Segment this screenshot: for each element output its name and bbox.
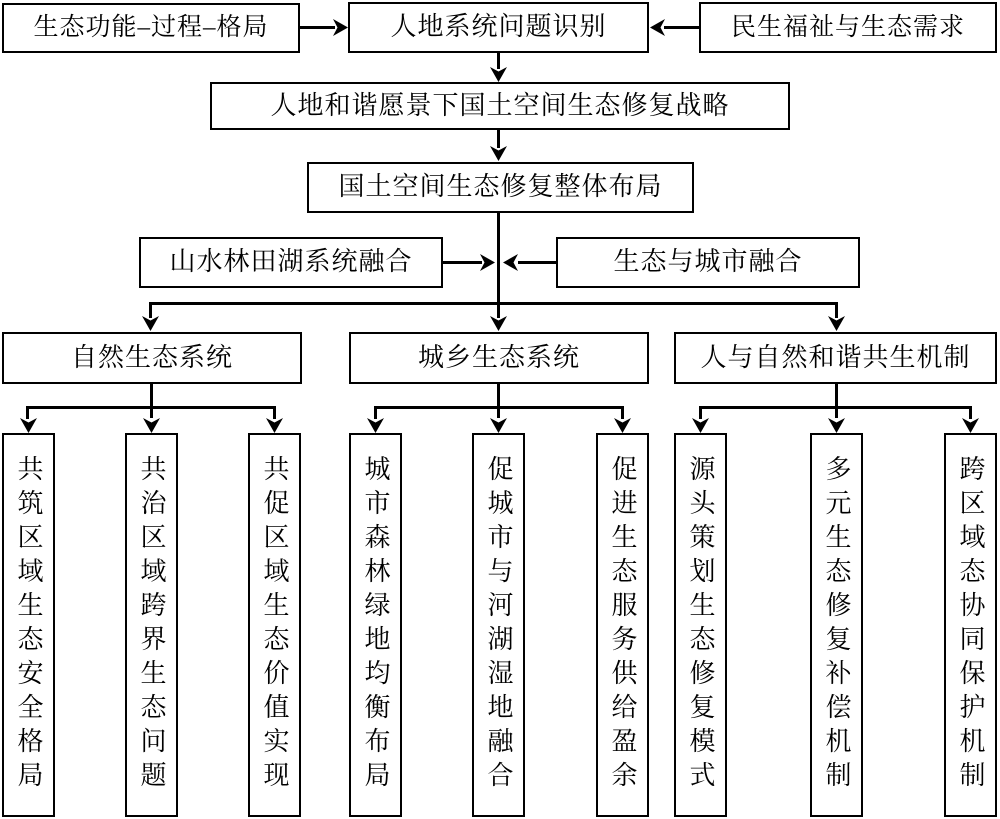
arrowhead-right-into-trunk xyxy=(480,254,495,271)
node-eco-function-process-pattern: 生态功能–过程–格局 xyxy=(2,3,300,53)
node-ecology-city-fusion: 生态与城市融合 xyxy=(556,237,860,288)
connector-distribution-line xyxy=(149,302,837,305)
node-urban-rural-ecosystem: 城乡生态系统 xyxy=(349,332,649,384)
node-restoration-strategy: 人地和谐愿景下国土空间生态修复战略 xyxy=(210,82,790,130)
connector-urban-drop-1 xyxy=(374,406,377,419)
connector-harmony-stub xyxy=(835,384,838,418)
arrowhead-left-into-problem xyxy=(650,19,665,36)
connector-drop-right xyxy=(835,302,838,318)
node-overall-layout: 国土空间生态修复整体布局 xyxy=(307,162,694,213)
connector-harmony-drop-1 xyxy=(699,406,702,419)
arrowhead-down-into-strategy xyxy=(490,67,507,82)
arrowhead-down-into-column-2 xyxy=(143,418,160,433)
arrowhead-down-into-column-3 xyxy=(266,418,283,433)
arrowhead-down-into-column-1 xyxy=(20,418,37,433)
node-source-planning-restoration-mode: 源头策划生态修复模式 xyxy=(674,433,727,817)
arrowhead-down-into-column-7 xyxy=(692,418,709,433)
connector-mountain-fusion-to-trunk xyxy=(443,261,482,264)
connector-drop-left xyxy=(149,302,152,318)
connector-harmony-branch-line xyxy=(699,406,971,409)
node-eco-service-surplus: 促进生态服务供给盈余 xyxy=(596,433,649,817)
connector-welfare-to-problem xyxy=(664,26,699,29)
connector-urban-drop-3 xyxy=(621,406,624,419)
connector-harmony-drop-3 xyxy=(969,406,972,419)
arrowhead-left-into-trunk xyxy=(503,254,518,271)
arrowhead-down-into-column-8 xyxy=(828,418,845,433)
node-mountain-water-systems-fusion: 山水林田湖系统融合 xyxy=(139,237,443,288)
node-crossregional-protection-mechanism: 跨区域态协同保护机制 xyxy=(944,433,997,817)
connector-urban-stub xyxy=(497,384,500,418)
connector-natural-drop-3 xyxy=(273,406,276,419)
connector-ecofunction-to-problem xyxy=(300,26,335,29)
node-eco-value-realization: 共促区域生态价值实现 xyxy=(248,433,301,817)
node-forest-greenspace-balance: 城市森林绿地均衡布局 xyxy=(349,433,402,817)
connector-city-fusion-to-trunk xyxy=(518,261,556,264)
node-crossborder-eco-problems: 共治区域跨界生态问题 xyxy=(125,433,178,817)
arrowhead-down-into-column-5 xyxy=(490,418,507,433)
node-human-land-problem-identification: 人地系统问题识别 xyxy=(348,2,649,53)
connector-natural-drop-1 xyxy=(26,406,29,419)
connector-strategy-to-layout xyxy=(497,130,500,148)
connector-problem-to-strategy xyxy=(497,53,500,69)
node-natural-ecosystem: 自然生态系统 xyxy=(2,332,302,384)
connector-natural-branch-line xyxy=(26,406,276,409)
arrowhead-down-into-natural-system xyxy=(142,316,159,331)
connector-natural-stub xyxy=(150,384,153,418)
connector-urban-branch-line xyxy=(374,406,623,409)
arrowhead-down-into-column-4 xyxy=(367,418,384,433)
arrowhead-down-into-layout xyxy=(490,146,507,161)
node-city-river-wetland-fusion: 促城市与河湖湿地融合 xyxy=(472,433,525,817)
node-regional-security-pattern: 共筑区域生态安全格局 xyxy=(2,433,55,817)
node-harmony-mechanism: 人与自然和谐共生机制 xyxy=(674,332,997,384)
arrowhead-down-into-column-6 xyxy=(614,418,631,433)
arrowhead-down-into-column-9 xyxy=(962,418,979,433)
node-diverse-compensation-mechanism: 多元生态修复补偿机制 xyxy=(810,433,863,817)
node-welfare-ecological-demand: 民生福祉与生态需求 xyxy=(699,2,997,53)
arrowhead-right-into-problem xyxy=(333,19,348,36)
arrowhead-down-into-urban-rural-system xyxy=(490,316,507,331)
arrowhead-down-into-harmony-mechanism xyxy=(828,316,845,331)
